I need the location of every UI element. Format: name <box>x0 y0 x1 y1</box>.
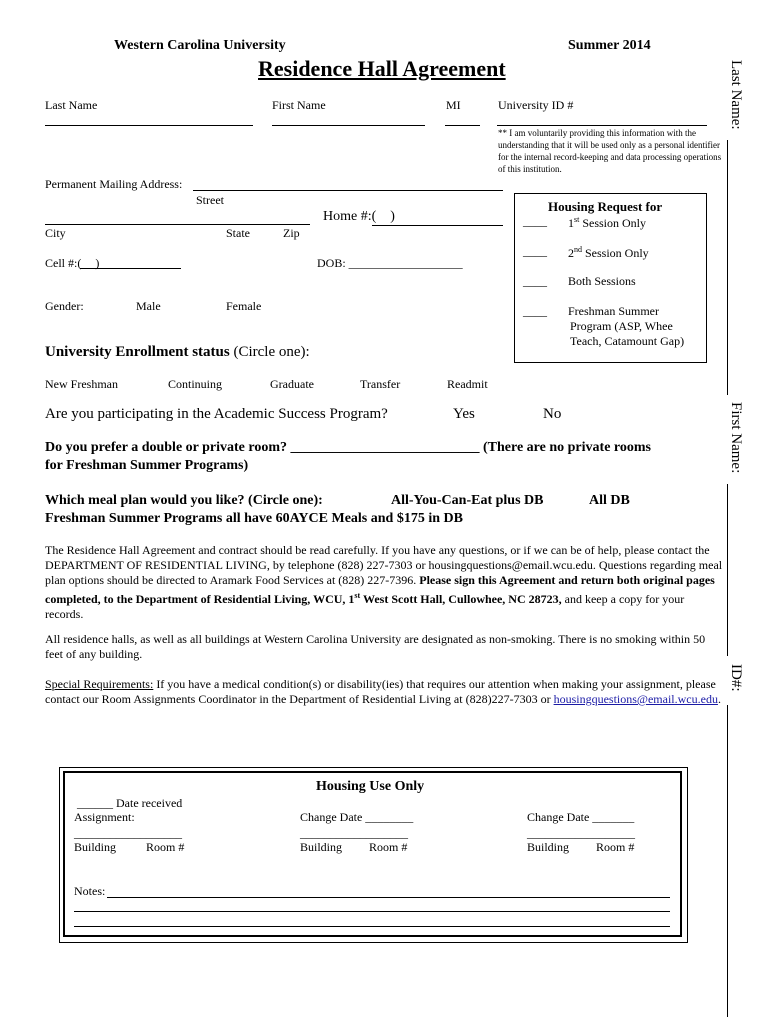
zip-label: Zip <box>283 226 300 240</box>
enrollment-status-bold: University Enrollment status <box>45 344 230 360</box>
first-session-num: 1 <box>568 216 574 230</box>
building-label-1: Building <box>74 840 117 854</box>
enrollment-status-label <box>45 344 310 361</box>
assignment-label: Assignment: <box>74 810 135 824</box>
home-phone-field[interactable] <box>372 225 503 226</box>
second-session-num: 2 <box>568 246 574 260</box>
both-sessions-blank[interactable]: ____ <box>523 274 547 288</box>
first-name-label: First Name <box>272 98 326 112</box>
term: Summer 2014 <box>568 38 651 53</box>
first-name-field[interactable] <box>272 125 425 126</box>
agreement-sup: st <box>354 591 361 600</box>
street-label: Street <box>196 193 224 207</box>
city-state-zip-field[interactable] <box>45 224 310 225</box>
building-label-2: Building <box>300 840 343 854</box>
housing-email-link[interactable]: housingquestions@email.wcu.edu <box>553 692 718 706</box>
room-question-2: for Freshman Summer Programs) <box>45 458 249 473</box>
freshman-summer-label-2: Program (ASP, Whee <box>570 319 673 333</box>
first-session-blank[interactable]: ____ <box>523 214 547 228</box>
sidebar-last-name-label: Last Name: <box>728 60 744 130</box>
mi-field[interactable] <box>445 125 480 126</box>
second-session-rest: Session Only <box>582 246 649 260</box>
assignment-line[interactable]: __________________ <box>74 826 182 840</box>
enrollment-option-continuing[interactable]: Continuing <box>168 377 223 391</box>
first-session-sup: st <box>574 215 580 224</box>
second-session-label <box>568 245 649 261</box>
enrollment-option-new-freshman[interactable]: New Freshman <box>45 377 118 391</box>
last-name-field[interactable] <box>45 125 253 126</box>
meal-option-ayce[interactable]: All-You-Can-Eat plus DB <box>391 493 544 508</box>
freshman-summer-label-3: Teach, Catamount Gap) <box>570 334 685 348</box>
agreement-instructions: Please sign this Agreement and return both original pages completed, to the Department of Residential Living, WCU, 1 <box>45 573 715 606</box>
home-phone-open: Home #:( <box>323 209 377 224</box>
agreement-paragraph <box>45 543 725 622</box>
sidebar-id-label: ID#: <box>728 664 744 692</box>
id-note: ** I am voluntarily providing this information with the understanding that it will be used only as a personal identifier for the internal record-keeping and data processing operations of this institution. <box>498 128 722 174</box>
gender-label: Gender: <box>45 299 84 313</box>
last-name-label: Last Name <box>45 98 98 112</box>
notes-label: Notes: <box>74 884 106 898</box>
enrollment-option-readmit[interactable]: Readmit <box>447 377 488 391</box>
page-title: Residence Hall Agreement <box>258 56 506 81</box>
enrollment-status-rest: (Circle one): <box>229 344 310 360</box>
second-session-sup: nd <box>574 245 582 254</box>
state-label: State <box>226 226 250 240</box>
special-requirements-text: If you have a medical condition(s) or disability(ies) that requires our attention when making your assignment, please contact our Room Assignments Coordinator in the Department of Residential Living at (828)227-7303 or <box>45 677 716 706</box>
housing-request-title: Housing Request for <box>548 199 663 214</box>
change-date-1[interactable]: Change Date ________ <box>300 810 414 824</box>
first-session-label <box>568 215 646 231</box>
special-requirements-end: . <box>717 692 721 706</box>
room-label-2: Room # <box>369 840 408 854</box>
meal-question: Which meal plan would you like? (Circle one): <box>45 493 323 508</box>
cell-phone-open: Cell #:( <box>45 256 82 270</box>
enrollment-option-graduate[interactable]: Graduate <box>270 377 314 391</box>
special-requirements-label: Special Requirements: <box>45 677 154 691</box>
cell-phone-field[interactable] <box>80 268 181 269</box>
both-sessions-label: Both Sessions <box>568 274 636 288</box>
street-field[interactable] <box>193 190 503 191</box>
change-date-2[interactable]: Change Date _______ <box>527 810 635 824</box>
mi-label: MI <box>446 98 461 112</box>
special-requirements-paragraph <box>45 677 725 707</box>
freshman-summer-blank[interactable]: ____ <box>523 304 547 318</box>
housing-use-only-title: Housing Use Only <box>316 779 425 794</box>
meal-option-all-db[interactable]: All DB <box>589 493 630 508</box>
agreement-instructions-2: West Scott Hall, Cullowhee, NC 28723, <box>360 592 562 606</box>
agreement-text: The Residence Hall Agreement and contract should be read carefully. If you have any questions, or if we can be of help, please contact the DEPARTMENT OF RESIDENTIAL LIVING, by telephone (828) 227-7303 or housingquestions@email.wcu.edu. Questions regarding meal plan options should be directed to Aramark Food Services at (828) 227-7396. <box>45 543 723 587</box>
gender-female-option[interactable]: Female <box>226 299 262 313</box>
second-session-blank[interactable]: ____ <box>523 244 547 258</box>
agreement-end: and keep a copy for your records. <box>45 592 685 621</box>
change-line-2[interactable]: __________________ <box>527 826 635 840</box>
dob-field[interactable]: DOB: ___________________ <box>317 256 463 270</box>
gender-male-option[interactable]: Male <box>136 299 161 313</box>
notes-line-2[interactable] <box>74 911 670 912</box>
home-phone-close: ) <box>390 209 395 224</box>
home-phone-label <box>323 209 395 225</box>
room-label-1: Room # <box>146 840 185 854</box>
university-id-field[interactable] <box>497 125 707 126</box>
non-smoking-paragraph: All residence halls, as well as all buildings at Western Carolina University are designated as non-smoking. There is no smoking within 50 feet of any building. <box>45 632 706 661</box>
meal-note: Freshman Summer Programs all have 60AYCE Meals and $175 in DB <box>45 511 463 526</box>
university-name: Western Carolina University <box>114 38 286 53</box>
freshman-summer-label-1: Freshman Summer <box>568 304 659 318</box>
sidebar-first-name-line[interactable] <box>727 484 728 656</box>
sidebar-first-name-label: First Name: <box>728 402 744 474</box>
notes-line-3[interactable] <box>74 926 670 927</box>
asp-no-option[interactable]: No <box>543 406 562 422</box>
first-session-rest: Session Only <box>579 216 647 230</box>
asp-question: Are you participating in the Academic Success Program? <box>45 406 388 422</box>
building-label-3: Building <box>527 840 570 854</box>
mailing-address-label: Permanent Mailing Address: <box>45 177 183 191</box>
change-line-1[interactable]: __________________ <box>300 826 408 840</box>
sidebar-id-line[interactable] <box>727 705 728 1017</box>
date-received[interactable]: ______ Date received <box>77 796 183 810</box>
sidebar-last-name-line[interactable] <box>727 140 728 395</box>
cell-phone-close: ) <box>95 256 100 270</box>
notes-line-1[interactable] <box>107 897 670 898</box>
room-question: Do you prefer a double or private room? ___________________________ (There are no private rooms <box>45 440 651 455</box>
enrollment-option-transfer[interactable]: Transfer <box>360 377 401 391</box>
university-id-label: University ID # <box>498 98 574 112</box>
asp-yes-option[interactable]: Yes <box>453 406 475 422</box>
city-label: City <box>45 226 66 240</box>
room-label-3: Room # <box>596 840 635 854</box>
